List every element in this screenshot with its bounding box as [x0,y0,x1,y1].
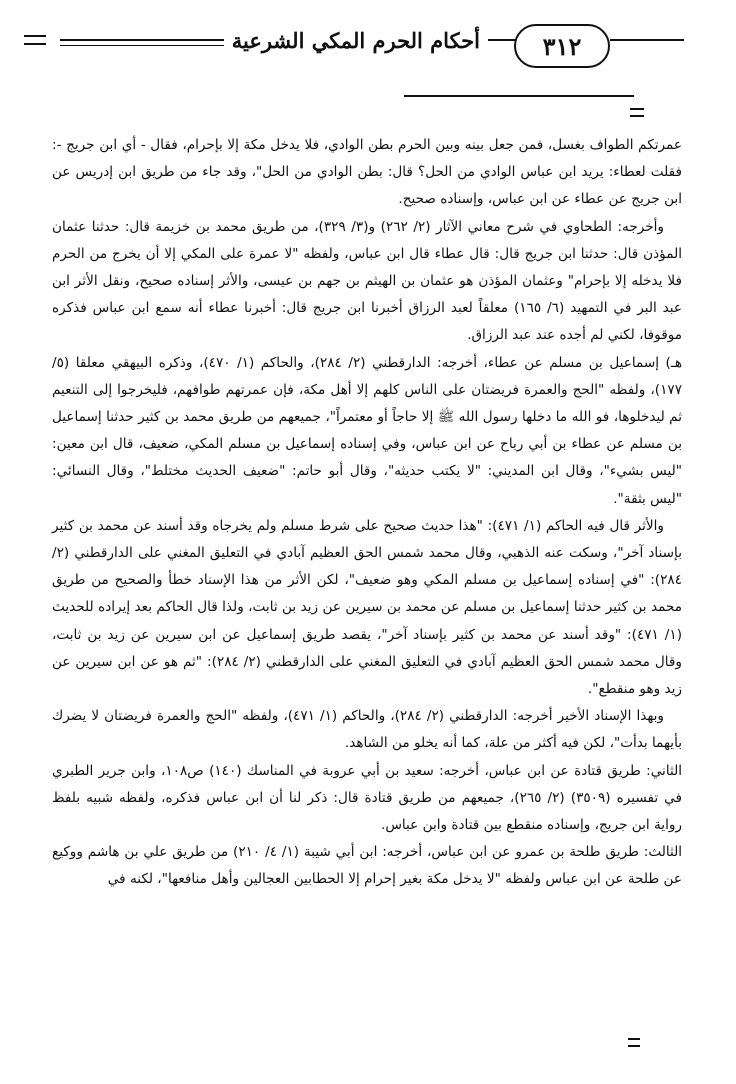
continuation-mark [630,108,644,117]
paragraph: الثاني: طريق قتادة عن ابن عباس، أخرجه: سعيد بن أبي عروبة في المناسك (١٤٠) ص١٠٨، وابن جرير الطبري في تفسيره (٣٥٠٩) (٢/ ٢٦٥)، جميعهم من طريق قتادة قال: ذكر لنا أن ابن عباس فذكره، ولفظه شبيه بلفظ رواية ابن جريج، وإسناده منقطع بين قتادة وابن عباس. [52,762,683,834]
paragraph: هـ) إسماعيل بن مسلم عن عطاء، أخرجه: الدارقطني (٢/ ٢٨٤)، والحاكم (١/ ٤٧٠)، وذكره البيهقي معلقا (٥/ ١٧٧)، ولفظه "الحج والعمرة فريضتان على الناس كلهم إلا أهل مكة، فإن عمرتهم طوافهم، فليخرجوا إلى التنعيم ثم ليدخلوها، فو الله ما دخلها رسول الله ﷺ إلا حاجاً أو معتمراً"، جميعهم من طريق محمد بن كثير حدثنا إسماعيل بن مسلم عن عطاء بن أبي رباح عن ابن عباس، وفي إسناده إسماعيل بن مسلم المكي، ضعيف، قال ابن معين: "ليس بشيء"، وقال ابن المديني: "لا يكتب حديثه"، وقال أبو حاتم: "ضعيف الحديث مختلط"، وقال النسائي: "ليس بثقة". [52,354,682,507]
paragraph: وبهذا الإسناد الأخير أخرجه: الدارقطني (٢/ ٢٨٤)، والحاكم (١/ ٤٧١)، ولفظه "الحج والعمرة فريضتان لا يضرك بأيهما بدأت"، لكن فيه أكثر من علة، كما أنه يخلو من الشاهد. [52,708,682,752]
page-number [514,24,610,68]
paragraph: الثالث: طريق طلحة بن عمرو عن ابن عباس، أخرجه: ابن أبي شيبة (١/ ٤/ ٢١٠) من طريق علي بن هاشم ووكيع عن طلحة عن ابن عباس ولفظه "لا يدخل مكة بغير إحرام إلا الحطابين العجالين وأهل منافعها"، لكنه في [52,844,683,888]
header-rule-left-lower [60,45,230,46]
header-double-dash [24,35,46,45]
paragraph: وأخرجه: الطحاوي في شرح معاني الآثار (٢/ ٢٦٢) و(٣/ ٣٢٩)، من طريق محمد بن خزيمة قال: حدثنا عثمان المؤذن قال: حدثنا ابن جريج قال: قال عطاء قال ابن عباس، ولفظه "لا عمرة على المكي إلا أن يخرج من الحرم فلا يدخله إلا بإحرام" وعثمان المؤذن هو عثمان بن الهيثم بن جهم بن عيسى، والأثر إسناده صحيح، ونقل الأثر ابن عبد البر في التمهيد (٦/ ١٦٥) معلقاً لعبد الرزاق أخبرنا ابن جريج قال: أخبرنا عطاء أنه سمع ابن عباس فذكره موقوفا، لكني لم أجده عند عبد الرزاق. [52,218,683,344]
header-rule-right [610,39,684,41]
book-title: أحكام الحرم المكي الشرعية [224,28,488,53]
paragraph: عمرتكم الطواف بغسل، فمن جعل بينه وبين الحرم بطن الوادي، فلا يدخل مكة إلا بإحرام، فقال - أي ابن جريج -: فقلت لعطاء: يريد ابن عباس الوادي من الحل؟ قال: بطن الوادي من الحل"، وقد جاء من طريق ابن إدريس عن ابن جريج عن عطاء عن ابن عباس، وإسناده صحيح. [52,137,682,208]
header-rule-left [60,39,230,41]
footnote-separator [404,95,634,97]
footnote-body [52,132,682,894]
page-header [24,18,684,78]
bottom-continuation-mark [628,1038,640,1047]
paragraph: والأثر قال فيه الحاكم (١/ ٤٧١): "هذا حديث صحيح على شرط مسلم ولم يخرجاه وقد أسند عن محمد بن كثير بإسناد آخر"، وسكت عنه الذهبي، وقال محمد شمس الحق العظيم آبادي في التعليق المغني على الدارقطني (٢/ ٢٨٤): "في إسناده إسماعيل بن مسلم المكي وهو ضعيف"، لكن الأثر من هذا الإسناد خطأ والصحيح من طريق محمد بن كثير حدثنا إسماعيل بن مسلم عن محمد بن سيرين عن زيد بن ثابت، ولذا قال الحاكم بعد إيراده للحديث (١/ ٤٧١): "وقد أسند عن محمد بن كثير بإسناد آخر"، يقصد طريق إسماعيل عن ابن سيرين عن زيد بن ثابت، وقال محمد شمس الحق العظيم آبادي في التعليق المغني على الدارقطني (٢/ ٢٨٤): "ثم هو عن ابن سيرين عن زيد وهو منقطع". [52,517,682,698]
page-number-text: ٣١٢ [542,31,582,61]
